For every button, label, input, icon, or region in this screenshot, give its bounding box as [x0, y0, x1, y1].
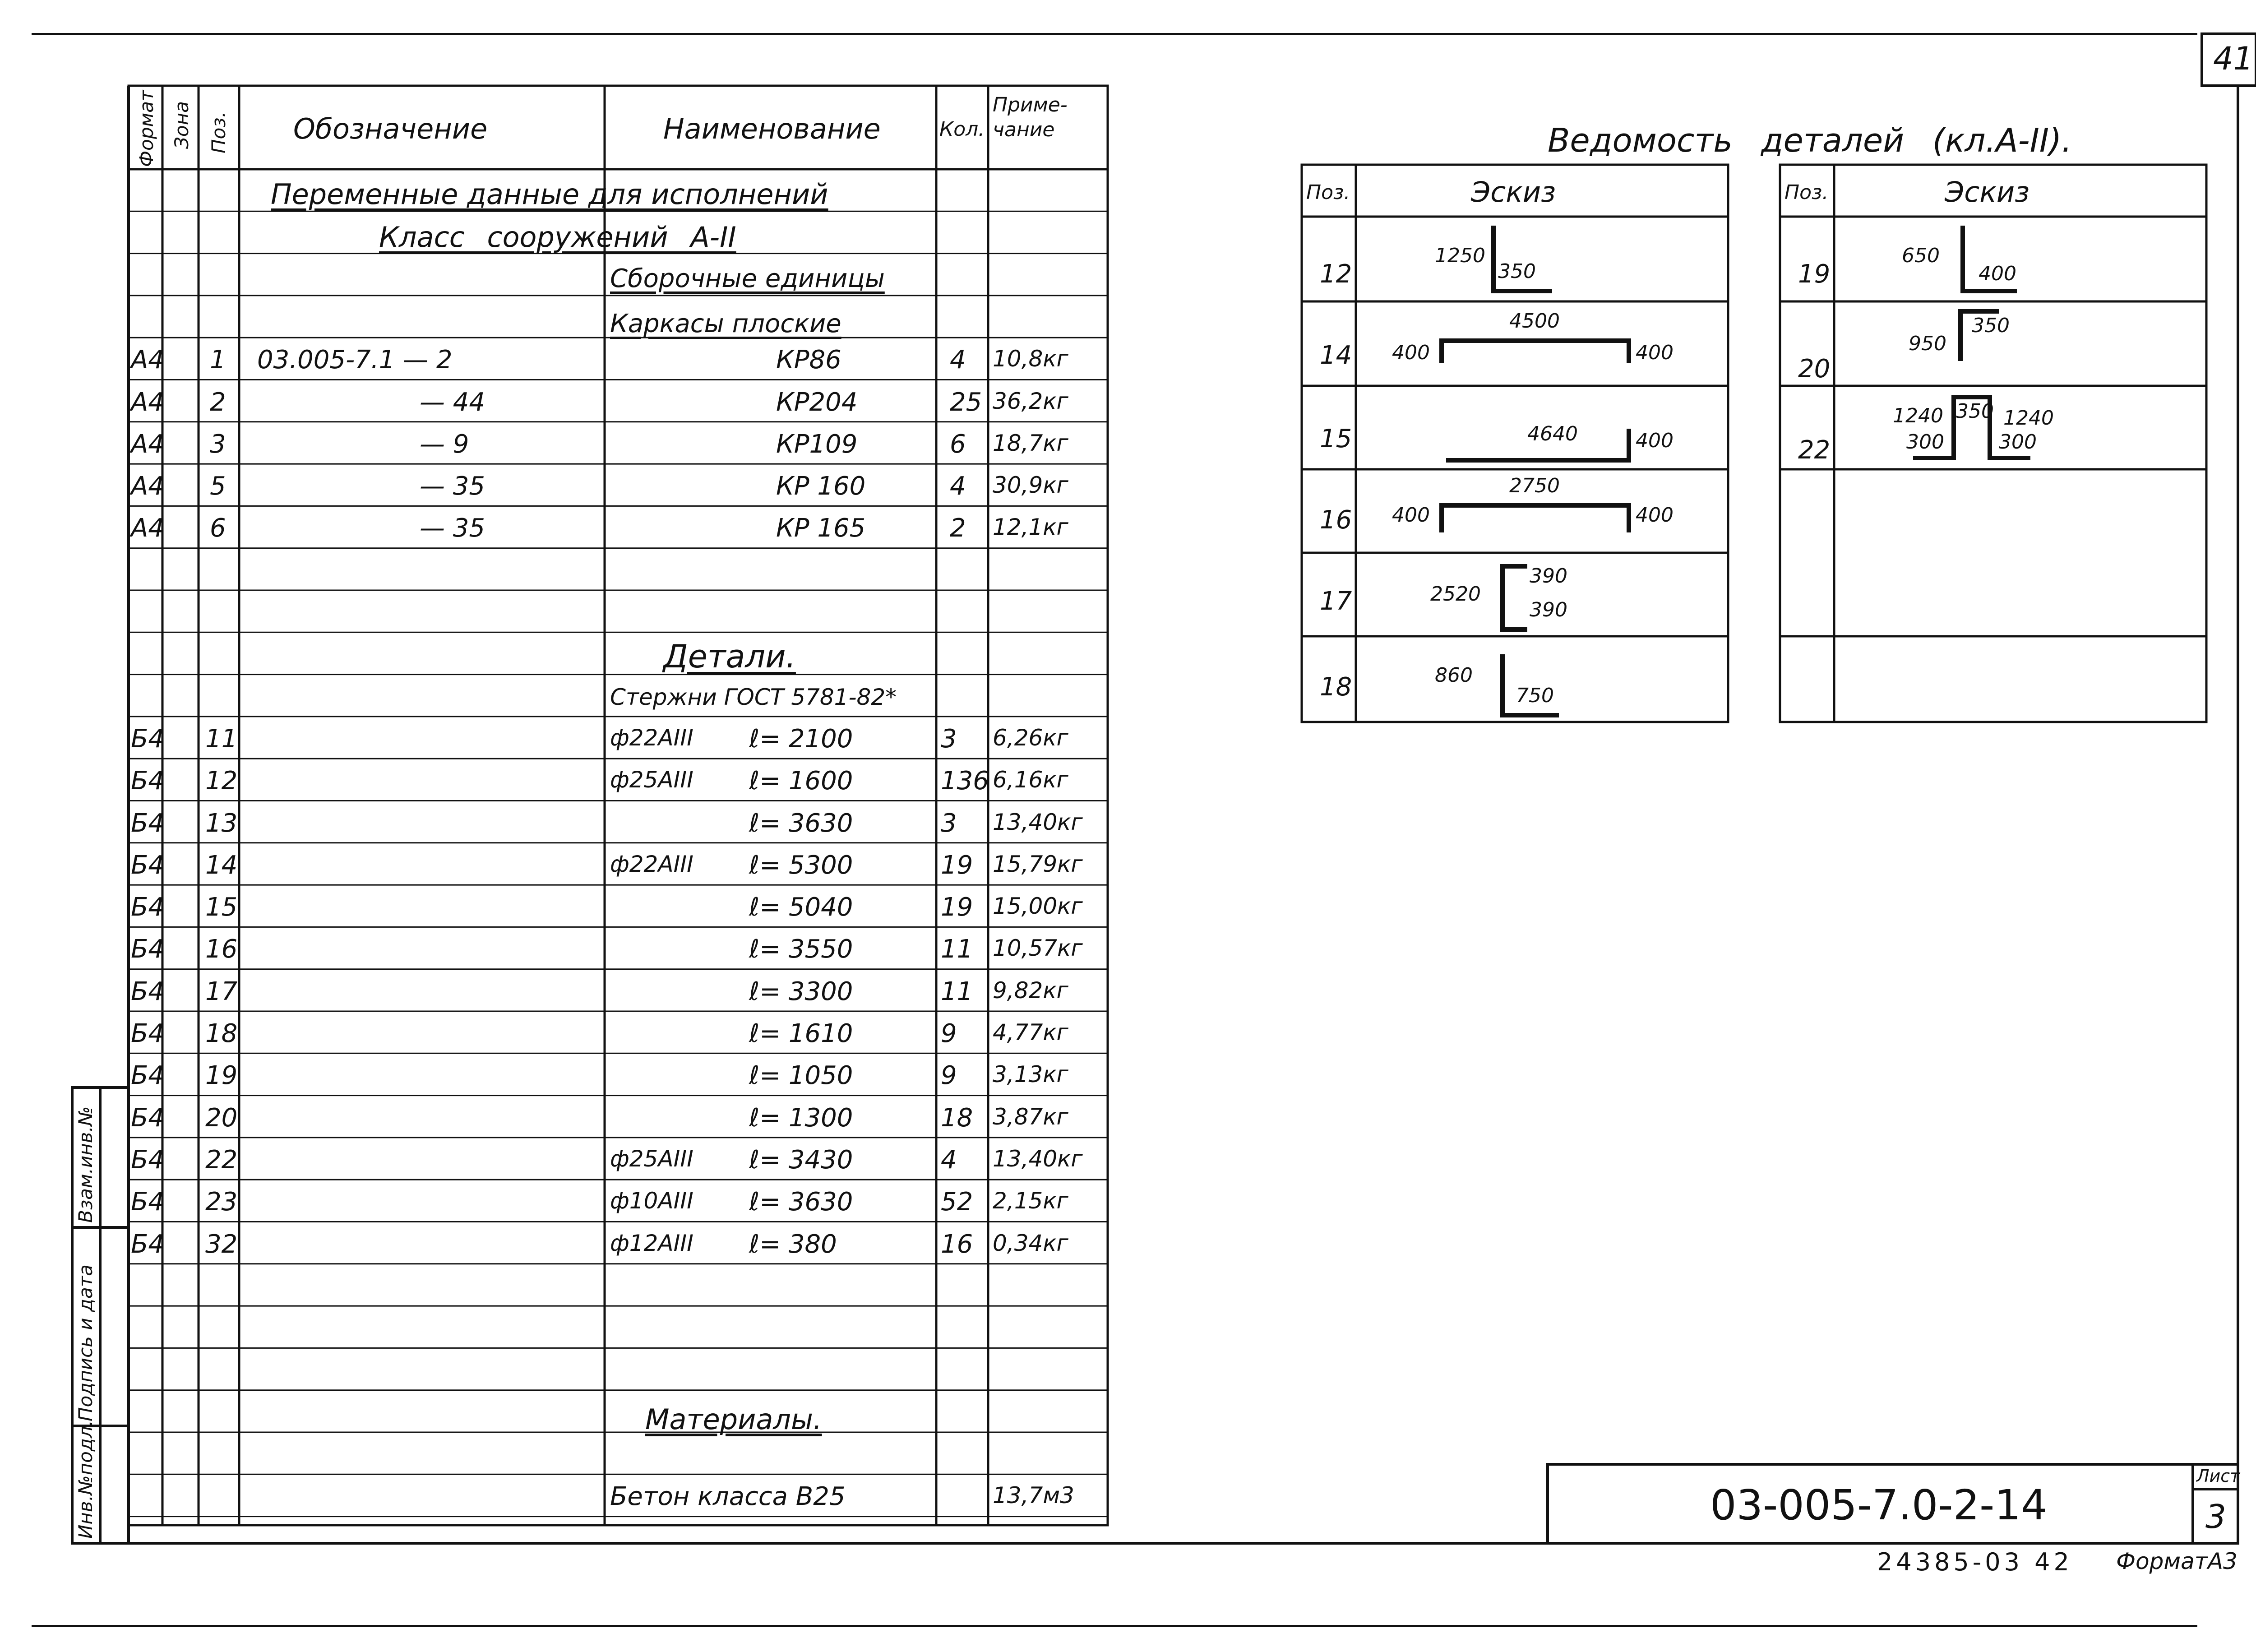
qty-cell: 3: [941, 724, 957, 754]
format-cell: Б4: [131, 1019, 165, 1048]
sketch-pos-17: [1502, 566, 1527, 629]
detail-pos: 17: [1320, 587, 1352, 616]
dim-label: 400: [1392, 341, 1430, 364]
footer-inventory: 24385-03 42: [1877, 1548, 2073, 1576]
qty-cell: 16: [941, 1229, 973, 1259]
note-cell: 6,26кг: [993, 724, 1068, 751]
qty-cell: 19: [941, 893, 973, 922]
details-left-sketch-header: Эскиз: [1471, 176, 1556, 208]
dim-label: 390: [1530, 565, 1567, 588]
sketch-pos-14: [1442, 341, 1629, 363]
pos-cell: 12: [205, 766, 238, 796]
format-cell: Б4: [131, 893, 165, 922]
diameter-cell: ф22АIII: [610, 724, 693, 751]
designation-cell: 03.005-7.1 — 2: [257, 345, 453, 375]
details-right-grid: [1780, 165, 2206, 722]
section-details: Детали.: [663, 638, 796, 675]
header-designation: Обозначение: [293, 112, 488, 145]
material-name-cell: Бетон класса В25: [610, 1482, 846, 1512]
pos-cell: 23: [205, 1187, 238, 1217]
dim-label: 400: [1392, 504, 1430, 527]
length-cell: ℓ= 5300: [749, 850, 853, 880]
length-cell: ℓ= 3550: [749, 935, 853, 964]
designation-cell: — 35: [420, 514, 485, 543]
format-cell: А4: [131, 429, 164, 459]
name-cell: КР109: [776, 429, 858, 459]
diameter-cell: ф22АIII: [610, 851, 693, 877]
pos-cell: 14: [205, 850, 238, 880]
qty-cell: 9: [941, 1061, 957, 1091]
dim-label: 400: [1636, 429, 1674, 452]
format-cell: Б4: [131, 808, 165, 838]
pos-cell: 15: [205, 893, 238, 922]
header-zone: Зона: [171, 101, 193, 149]
format-cell: Б4: [131, 1061, 165, 1091]
note-cell: 6,16кг: [993, 767, 1068, 793]
header-format: Формат: [135, 90, 157, 167]
pos-cell: 5: [210, 472, 226, 501]
length-cell: ℓ= 1610: [749, 1019, 853, 1048]
length-cell: ℓ= 1600: [749, 766, 853, 796]
pos-cell: 19: [205, 1061, 238, 1091]
diameter-cell: ф25АIII: [610, 1145, 693, 1172]
detail-pos: 15: [1320, 424, 1352, 453]
dim-label: 400: [1979, 262, 2016, 285]
length-cell: ℓ= 3430: [749, 1145, 853, 1175]
qty-cell: 6: [950, 429, 966, 459]
pos-cell: 13: [205, 808, 238, 838]
format-cell: А4: [131, 387, 164, 417]
sheet-value: 3: [2205, 1498, 2226, 1536]
qty-cell: 11: [941, 935, 973, 964]
stamp-inventory: Инв.№подл.: [74, 1420, 97, 1539]
designation-cell: — 44: [420, 387, 485, 417]
sheet-label: Лист: [2196, 1466, 2240, 1486]
dim-label: 650: [1902, 244, 1940, 267]
details-list-title: Ведомость деталей (кл.А-II).: [1548, 121, 2072, 159]
dim-label: 300: [1906, 430, 1944, 453]
note-cell: 2,15кг: [993, 1188, 1068, 1214]
pos-cell: 6: [210, 514, 226, 543]
dim-label: 350: [1972, 314, 2010, 337]
note-cell: 4,77кг: [993, 1019, 1068, 1046]
note-cell: 15,00кг: [993, 893, 1083, 920]
note-cell: 0,34кг: [993, 1230, 1068, 1256]
dim-label: 2750: [1509, 474, 1560, 497]
qty-cell: 25: [950, 387, 982, 417]
qty-cell: 2: [950, 514, 966, 543]
pos-cell: 20: [205, 1103, 238, 1133]
dim-label: 2520: [1430, 583, 1481, 606]
dim-label: 350: [1498, 260, 1536, 283]
note-cell: 10,57кг: [993, 935, 1083, 962]
document-code: 03-005-7.0-2-14: [1710, 1481, 2048, 1529]
dim-label: 400: [1636, 341, 1674, 364]
detail-pos: 22: [1798, 435, 1831, 465]
format-cell: Б4: [131, 766, 165, 796]
dim-label: 4500: [1509, 310, 1560, 333]
details-right-pos-header: Поз.: [1784, 181, 1829, 204]
detail-pos: 14: [1320, 341, 1352, 370]
section-variable-data: Переменные данные для исполнений: [271, 178, 828, 211]
format-cell: Б4: [131, 1229, 165, 1259]
subsection-rods: Стержни ГОСТ 5781-82*: [610, 684, 897, 710]
note-cell: 13,40кг: [993, 809, 1083, 835]
designation-cell: — 9: [420, 429, 469, 459]
length-cell: ℓ= 3300: [749, 976, 853, 1006]
format-cell: Б4: [131, 976, 165, 1006]
note-cell: 15,79кг: [993, 851, 1083, 877]
header-qty: Кол.: [939, 118, 985, 141]
section-class: Класс сооружений А-II: [379, 221, 736, 254]
name-cell: КР204: [776, 387, 858, 417]
header-name: Наименование: [663, 112, 881, 145]
format-cell: А4: [131, 345, 164, 375]
name-cell: КР 165: [776, 514, 866, 543]
qty-cell: 18: [941, 1103, 973, 1133]
dim-label: 300: [1999, 430, 2037, 453]
name-cell: КР86: [776, 345, 841, 375]
pos-cell: 2: [210, 387, 226, 417]
note-cell: 12,1кг: [993, 514, 1068, 541]
note-cell: 13,7м3: [993, 1482, 1074, 1509]
qty-cell: 4: [941, 1145, 957, 1175]
stamp-replace: Взам.инв.№: [74, 1106, 97, 1223]
diameter-cell: ф10АIII: [610, 1188, 693, 1214]
note-cell: 10,8кг: [993, 346, 1068, 372]
format-cell: Б4: [131, 724, 165, 754]
pos-cell: 17: [205, 976, 238, 1006]
qty-cell: 3: [941, 808, 957, 838]
format-cell: Б4: [131, 850, 165, 880]
dim-label: 1240: [2003, 407, 2054, 430]
dim-label: 1250: [1435, 244, 1485, 267]
pos-cell: 32: [205, 1229, 238, 1259]
qty-cell: 9: [941, 1019, 957, 1048]
format-cell: А4: [131, 472, 164, 501]
format-cell: Б4: [131, 1145, 165, 1175]
diameter-cell: ф12АIII: [610, 1230, 693, 1256]
qty-cell: 136: [941, 766, 989, 796]
details-right-sketch-header: Эскиз: [1945, 176, 2030, 208]
length-cell: ℓ= 1050: [749, 1061, 853, 1091]
note-cell: 3,13кг: [993, 1061, 1068, 1088]
qty-cell: 19: [941, 850, 973, 880]
dim-label: 950: [1909, 332, 1946, 355]
format-cell: Б4: [131, 1103, 165, 1133]
stamp-signature: Подпись и дата: [74, 1264, 97, 1421]
length-cell: ℓ= 3630: [749, 1187, 853, 1217]
footer-format: ФорматА3: [2116, 1548, 2238, 1574]
note-cell: 36,2кг: [993, 388, 1068, 414]
note-cell: 13,40кг: [993, 1145, 1083, 1172]
name-cell: КР 160: [776, 472, 866, 501]
note-cell: 18,7кг: [993, 430, 1068, 456]
header-note: Приме- чание: [993, 93, 1068, 141]
note-cell: 3,87кг: [993, 1103, 1068, 1130]
detail-pos: 19: [1798, 259, 1831, 289]
qty-cell: 4: [950, 472, 966, 501]
dim-label: 350: [1956, 400, 1994, 423]
designation-cell: — 35: [420, 472, 485, 501]
qty-cell: 4: [950, 345, 966, 375]
details-left-pos-header: Поз.: [1306, 181, 1350, 204]
diameter-cell: ф25АIII: [610, 767, 693, 793]
pos-cell: 3: [210, 429, 226, 459]
note-cell: 30,9кг: [993, 472, 1068, 499]
section-materials: Материалы.: [645, 1403, 822, 1436]
format-cell: Б4: [131, 1187, 165, 1217]
detail-pos: 20: [1798, 354, 1831, 384]
format-cell: Б4: [131, 935, 165, 964]
detail-pos: 16: [1320, 505, 1352, 535]
pos-cell: 18: [205, 1019, 238, 1048]
dim-label: 750: [1516, 684, 1554, 707]
pos-cell: 22: [205, 1145, 238, 1175]
qty-cell: 11: [941, 976, 973, 1006]
dim-label: 400: [1636, 504, 1674, 527]
length-cell: ℓ= 2100: [749, 724, 853, 754]
dim-label: 4640: [1527, 422, 1578, 445]
dim-label: 860: [1435, 664, 1473, 687]
detail-pos: 12: [1320, 259, 1352, 289]
format-cell: А4: [131, 514, 164, 543]
dim-label: 390: [1530, 598, 1567, 621]
note-cell: 9,82кг: [993, 977, 1068, 1004]
length-cell: ℓ= 3630: [749, 808, 853, 838]
length-cell: ℓ= 5040: [749, 893, 853, 922]
length-cell: ℓ= 1300: [749, 1103, 853, 1133]
subsection-frames: Каркасы плоские: [610, 309, 841, 338]
sketch-pos-16: [1442, 505, 1629, 532]
detail-pos: 18: [1320, 672, 1352, 702]
pos-cell: 16: [205, 935, 238, 964]
dim-label: 1240: [1893, 404, 1943, 427]
sheet-number: 41: [2213, 40, 2254, 77]
spec-table-grid: [129, 86, 1108, 1525]
qty-cell: 52: [941, 1187, 973, 1217]
header-pos: Поз.: [208, 111, 230, 153]
section-assemblies: Сборочные единицы: [610, 264, 885, 293]
length-cell: ℓ= 380: [749, 1229, 837, 1259]
pos-cell: 1: [210, 345, 226, 375]
pos-cell: 11: [205, 724, 238, 754]
